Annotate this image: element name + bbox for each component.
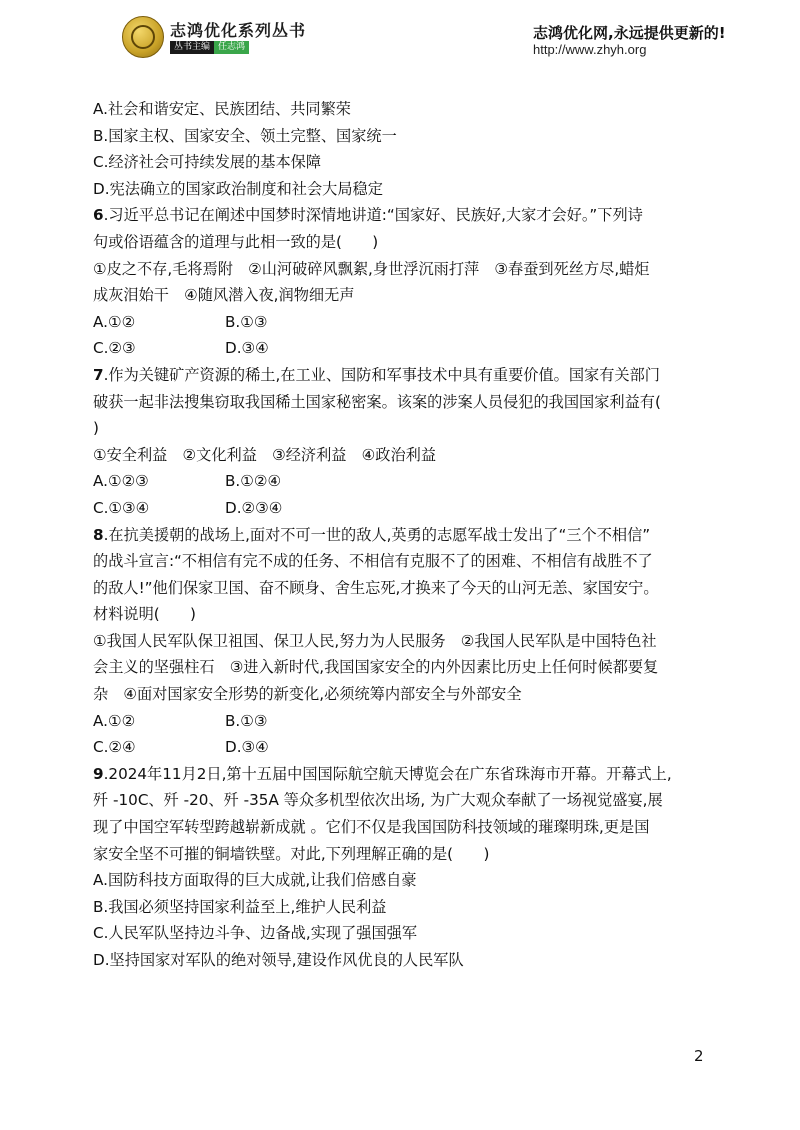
option-line: B.国家主权、国家安全、领土完整、国家统一: [93, 126, 397, 145]
question-8-stem: 的战斗宣言:“不相信有完不成的任务、不相信有克服不了的困难、不相信有战胜不了: [93, 552, 653, 571]
editor-name: 任志鸿: [214, 41, 249, 54]
option-a: A.①②: [93, 711, 136, 730]
editor-label: 丛书主编: [170, 41, 214, 54]
question-8-stem: 的敌人!”他们保家卫国、奋不顾身、舍生忘死,才换来了今天的山河无恙、家国安宁。: [93, 578, 659, 597]
question-6-statement: 成灰泪始干 ④随风潜入夜,润物细无声: [93, 286, 355, 305]
page-header: [0, 0, 800, 72]
series-title: 志鸿优化系列丛书: [170, 21, 307, 40]
question-9-stem: 家安全坚不可摧的铜墙铁壁。对此,下列理解正确的是( ): [93, 844, 490, 863]
option-d: D.坚持国家对军队的绝对领导,建设作风优良的人民军队: [93, 951, 464, 969]
question-number: 9: [93, 764, 104, 783]
option-a: A.①②: [93, 312, 136, 331]
question-8-options: [93, 734, 723, 761]
option-d: D.③④: [225, 339, 269, 358]
question-7-stem: 破获一起非法搜集窃取我国稀土国家秘密案。该案的涉案人员侵犯的我国国家利益有(: [93, 392, 661, 411]
question-6-options: [93, 335, 723, 362]
option-line: C.经济社会可持续发展的基本保障: [93, 153, 322, 172]
question-7-stem: ): [93, 419, 99, 438]
option-c: C.人民军队坚持边斗争、边备战,实现了强国强军: [93, 924, 418, 943]
question-number: 7: [93, 365, 104, 384]
option-d: D.③④: [225, 738, 269, 757]
option-b: B.①②④: [225, 472, 282, 491]
question-6-options: [93, 309, 723, 336]
option-line: A.社会和谐安定、民族团结、共同繁荣: [93, 100, 351, 118]
question-9-stem: 歼 -10C、歼 -20、歼 -35A 等众多机型依次出场, 为广大观众奉献了一场视觉盛宴,展: [93, 791, 663, 810]
series-editor-badge: [170, 41, 249, 54]
option-a: A.国防科技方面取得的巨大成就,让我们倍感自豪: [93, 871, 417, 890]
question-7-options: [93, 468, 723, 495]
question-number: 8: [93, 525, 104, 544]
question-8-statement: 会主义的坚强柱石 ③进入新时代,我国国家安全的内外因素比历史上任何时候都要复: [93, 658, 659, 677]
question-8-stem: 8.在抗美援朝的战场上,面对不可一世的敌人,英勇的志愿军战士发出了“三个不相信”: [93, 525, 651, 544]
question-6-stem: 句或俗语蕴含的道理与此相一致的是( ): [93, 232, 379, 251]
option-c: C.②④: [93, 738, 136, 757]
header-url: http://www.zhyh.org: [533, 42, 647, 57]
question-7-stem: 7.作为关键矿产资源的稀土,在工业、国防和军事技术中具有重要价值。国家有关部门: [93, 365, 660, 384]
question-6-statement: ①皮之不存,毛将焉附 ②山河破碎风飘絮,身世浮沉雨打萍 ③春蚕到死丝方尽,蜡炬: [93, 259, 650, 278]
question-number: 6: [93, 206, 104, 225]
header-slogan: 志鸿优化网,永远提供更新的!: [533, 24, 726, 42]
option-line: D.宪法确立的国家政治制度和社会大局稳定: [93, 179, 383, 198]
question-9-stem: 9.2024年11月2日,第十五届中国国际航空航天博览会在广东省珠海市开幕。开幕式上,: [93, 764, 672, 783]
document-body: [93, 96, 723, 974]
question-6-stem: 6.习近平总书记在阐述中国梦时深情地讲道:“国家好、民族好,大家才会好。”下列诗: [93, 206, 643, 225]
option-b: B.①③: [225, 711, 268, 730]
option-b: B.①③: [225, 312, 268, 331]
question-8-statement: ①我国人民军队保卫祖国、保卫人民,努力为人民服务 ②我国人民军队是中国特色社: [93, 631, 657, 650]
question-8-options: [93, 708, 723, 735]
option-d: D.②③④: [225, 498, 283, 517]
page-number: 2: [694, 1047, 704, 1065]
option-b: B.我国必须坚持国家利益至上,维护人民利益: [93, 897, 387, 916]
option-c: C.①③④: [93, 498, 150, 517]
question-8-stem: 材料说明( ): [93, 605, 196, 624]
question-9-stem: 现了中国空军转型跨越崭新成就 。它们不仅是我国国防科技领域的璀璨明珠,更是国: [93, 818, 650, 837]
question-7-options: [93, 495, 723, 522]
option-a: A.①②③: [93, 472, 149, 491]
publisher-logo-icon: [122, 16, 164, 58]
option-c: C.②③: [93, 339, 136, 358]
question-7-statement: ①安全利益 ②文化利益 ③经济利益 ④政治利益: [93, 445, 437, 464]
question-8-statement: 杂 ④面对国家安全形势的新变化,必须统筹内部安全与外部安全: [93, 685, 522, 704]
